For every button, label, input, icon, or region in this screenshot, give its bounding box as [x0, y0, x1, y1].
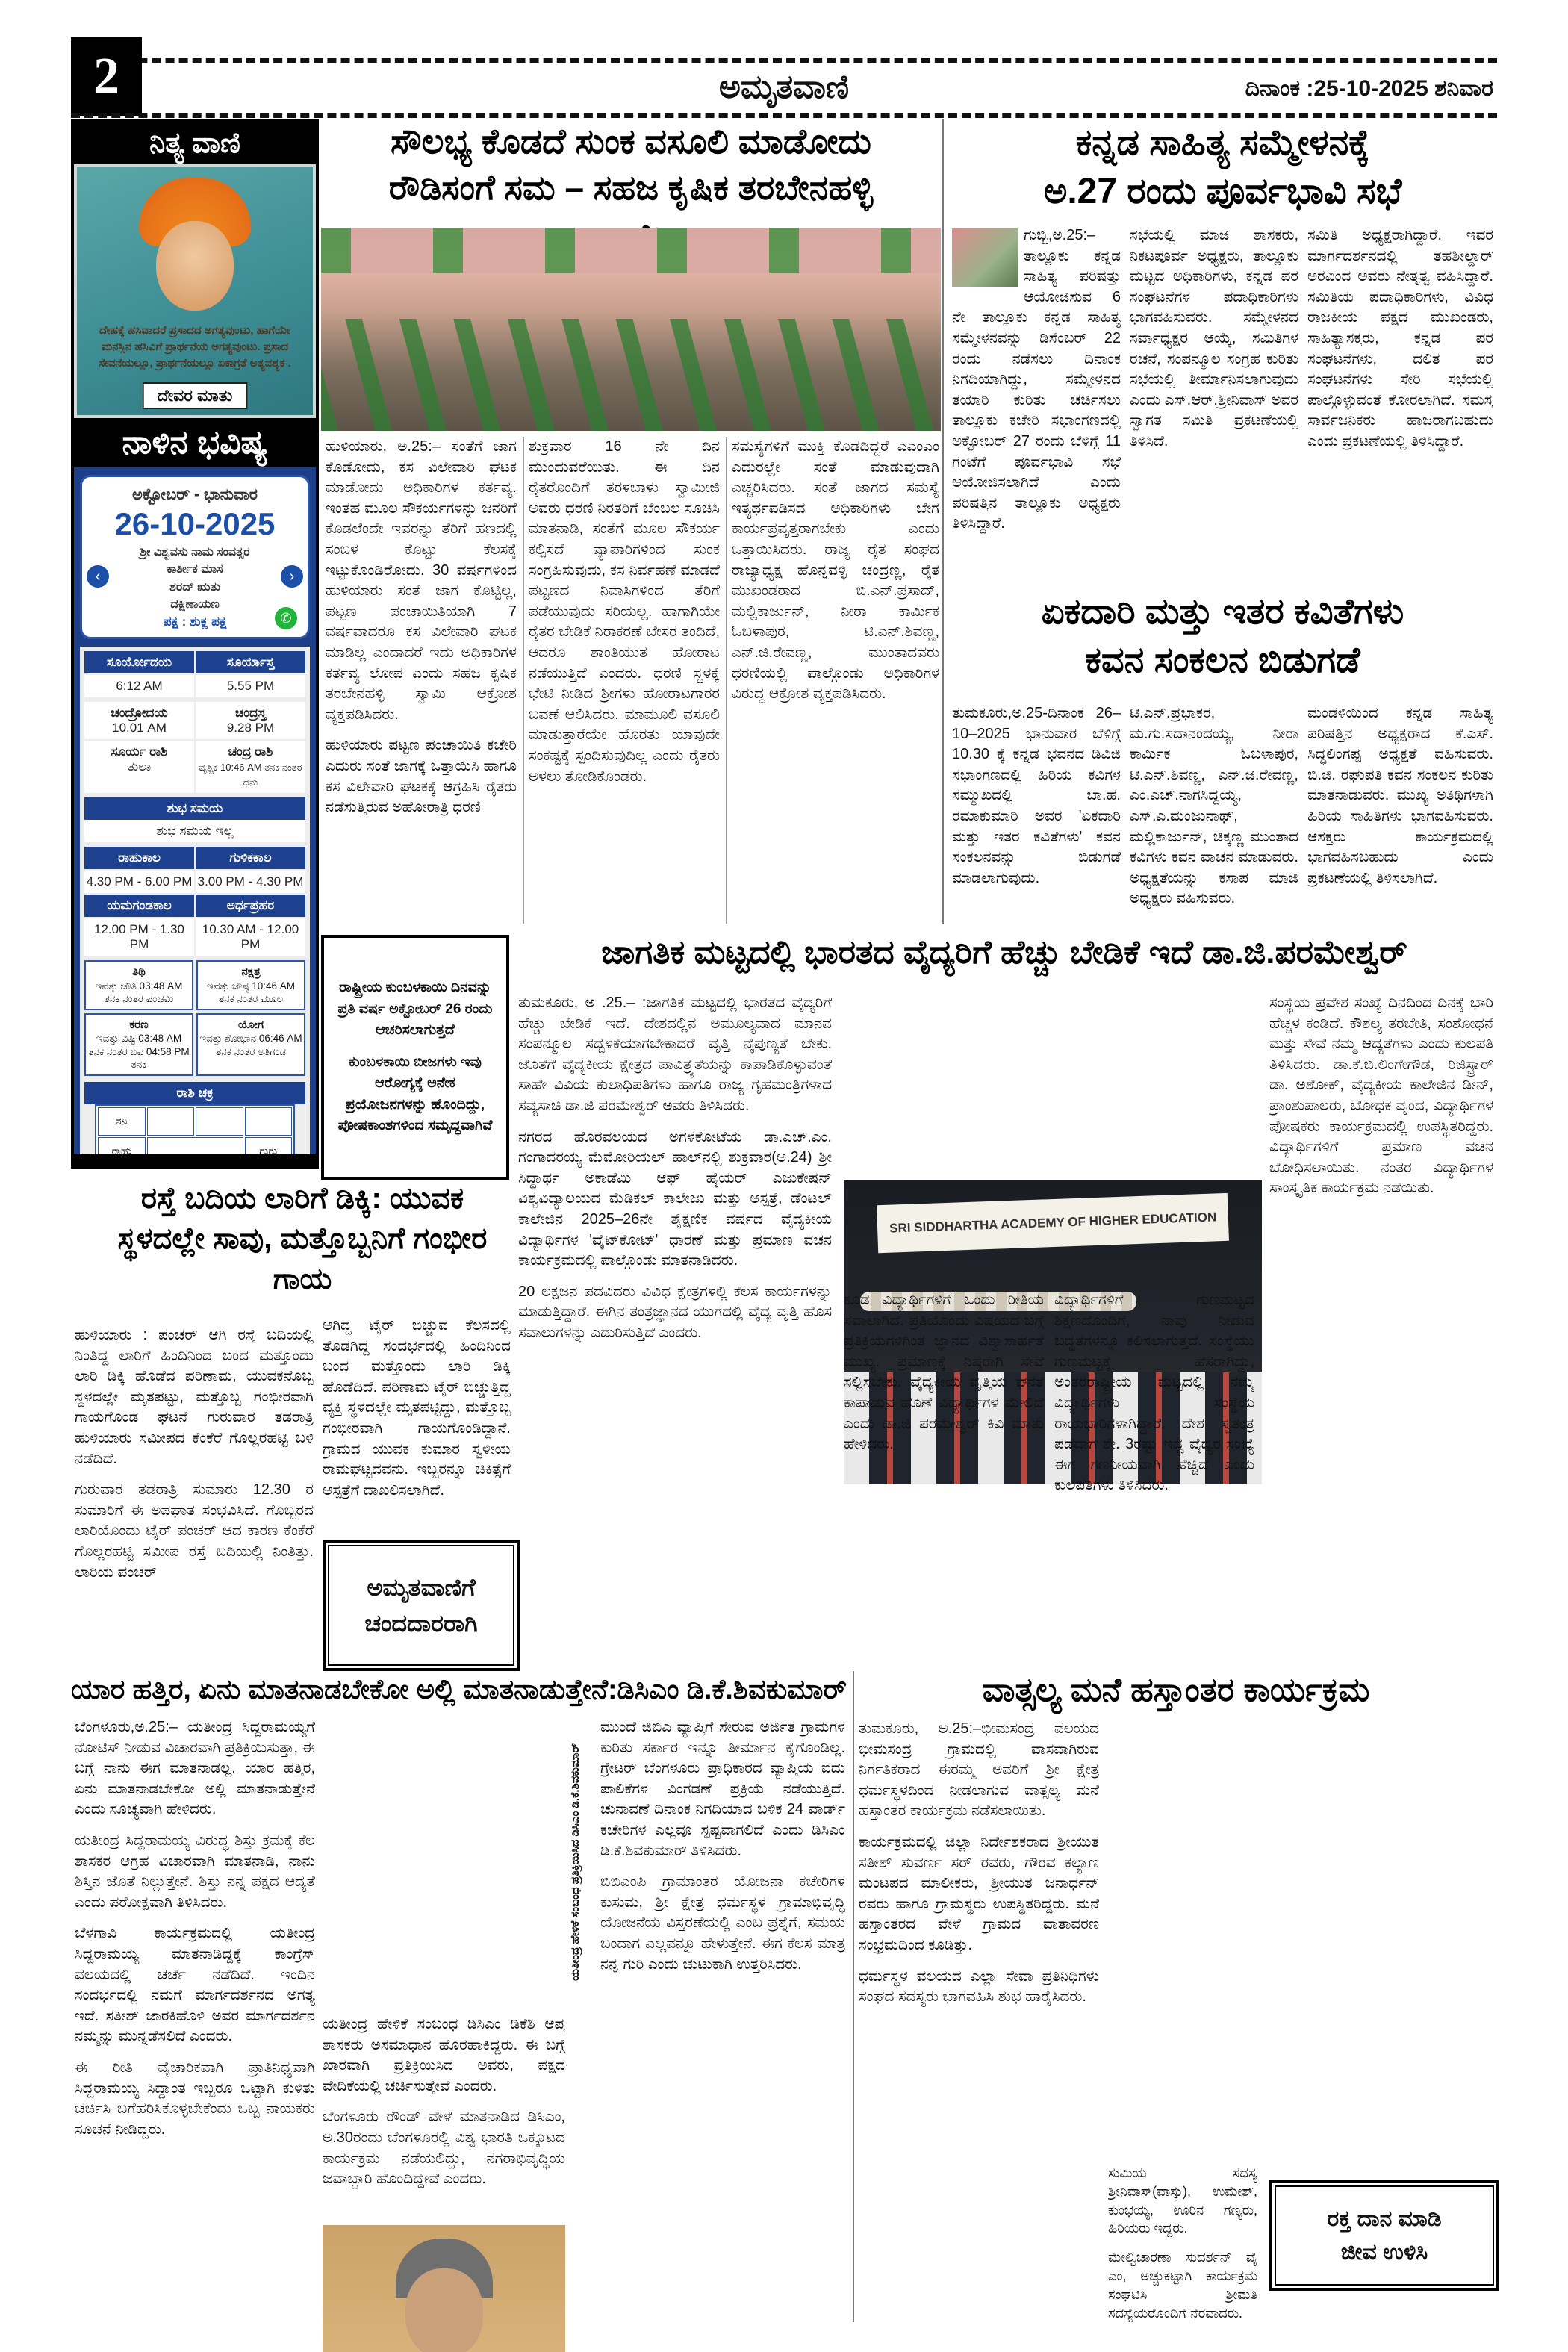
guru-face-icon [156, 221, 234, 311]
a5-col2: ಆಗಿದ್ದ ಟೈರ್ ಬಿಚ್ಚುವ ಕೆಲಸದಲ್ಲಿ ತೊಡಗಿದ್ದ ಸಂದರ್ಭದಲ್ಲಿ ಹಿಂದಿನಿಂದ ಬಂದ ಮತ್ತೊಂದು ಲಾರಿ ಡಿಕ್ಕಿ ಹೊಡೆದಿದೆ. ಪರಿಣಾಮ ಟೈರ್ ಬಿಚ್ಚುತ್ತಿದ್ದ ವ್ಯಕ್ತಿ ಸ್ಥಳದಲ್ಲೇ ಮೃತಪಟ್ಟಿದ್ದು, ಮತ್ತೊಬ್ಬ ಗಂಭೀರವಾಗಿ ಗಾಯಗೊಂಡಿದ್ದಾನೆ. ಗ್ರಾಮದ ಯುವಕ ಕುಮಾರ ಸ್ವಳೀಯ ರಾಮಘಟ್ಟದವನು. ಇಬ್ಬರನ್ನೂ ಚಿಕಿತ್ಸೆಗೆ ಆಸ್ಪತ್ರೆಗೆ ದಾಖಲಿಸಲಾಗಿದೆ. [323, 1317, 511, 1499]
a1-col2: ಶುಕ್ರವಾರ 16 ನೇ ದಿನ ಮುಂದುವರೆಯಿತು. ಈ ದಿನ ರೈತರೊಂದಿಗೆ ತರಳಬಾಳು ಸ್ವಾಮೀಜಿ ಅವರು ಧರಣಿ ನಿರತರಿಗೆ ಬೆಂಬಲ ಸೂಚಿಸಿ ಮಾತನಾಡಿ, ಸಂತೆಗೆ ಮೂಲ ಸೌಕರ್ಯ ಕಲ್ಪಿಸದೆ ವ್ಯಾಪಾರಿಗಳಿಂದ ಸುಂಕ ಸಂಗ್ರಹಿಸುವುದು, ಕಸ ನಿರ್ವಹಣೆ ಮಾಡದೆ ಪಟ್ಟಣದ ನಿವಾಸಿಗಳಿಂದ ತೆರಿಗೆ ಪಡೆಯುವುದು ಸರಿಯಲ್ಲ. ಹಾಗಾಗಿಯೇ ರೈತರ ಬೇಡಿಕೆ ನಿರಾಕರಣೆ ಬೇಸರ ತಂದಿದೆ, ಆದರೂ ಶಾಂತಿಯುತ ಹೋರಾಟ ನಡೆಯುತ್ತಿದೆ ಎಂದರು. ಧರಣಿ ಸ್ಥಳಕ್ಕೆ ಭೇಟಿ ನೀಡಿದ ಶ್ರೀಗಳು ಹೋರಾಟಗಾರರ ಬವಣೆ ಆಲಿಸಿದರು. ಮಾಮೂಲಿ ವಸೂಲಿ ಮಾಡುತ್ತಾರೆಯೇ ಹೊರತು ಯಾವುದೇ ಸಂಕಷ್ಟಕ್ಕೆ ಸ್ಪಂದಿಸುವುದಿಲ್ಲ ಎಂದು ರೈತರು ಅಳಲು ತೋಡಿಕೊಂಡರು. [529, 438, 720, 785]
academy-banner: SRI SIDDHARTHA ACADEMY OF HIGHER EDUCATION [877, 1193, 1229, 1253]
tithi-cell: ತಿಥಿ ಇವತ್ತು ಚೌತಿ 03:48 AM ತನಕ ನಂತರ ಪಂಚಮಿ [84, 960, 193, 1010]
panchanga-panel [74, 467, 316, 1154]
ardhaprahara-value: 10.30 AM - 12.00 PM [196, 918, 305, 956]
sunset-value: 5.55 PM [196, 675, 305, 697]
yamaganda-value: 12.00 PM - 1.30 PM [84, 918, 194, 956]
rashi-chakra-title: ರಾಶಿ ಚಕ್ರ [84, 1082, 305, 1104]
page-number-box [71, 37, 142, 116]
a1-headline: ಸೌಲಭ್ಯ ಕೊಡದೆ ಸುಂಕ ವಸೂಲಿ ಮಾಡೋದು ರೌಡಿಸಂಗೆ ಸಮ – ಸಹಜ ಕೃಷಿಕ ತರಬೇನಹಳ್ಳಿ [388, 122, 874, 208]
bhavishya-title: ನಾಳಿನ ಭವಿಷ್ಯ [122, 424, 268, 461]
chandra-rashi: ಚಂದ್ರ ರಾಶಿ ವೃಶ್ಚಿಕ 10:46 AM ತನಕ ನಂತರ ಧನು [196, 741, 305, 793]
daily-quote: ದೇಹಕ್ಕೆ ಹಸಿವಾದರೆ ಪ್ರಸಾದದ ಅಗತ್ಯವುಂಟು, ಹಾಗೆಯೇ ಮನಸ್ಸಿನ ಹಸಿವಿಗೆ ಪ್ರಾರ್ಥನೆಯ ಅಗತ್ಯವುಂಟು. ಪ್ರಸಾದ ಸೇವನೆಯಲ್ಲೂ, ಪ್ರಾರ್ಥನೆಯಲ್ಲೂ ಏಕಾಗ್ರತೆ ಅತ್ಯವಶ್ಯಕ . [99, 324, 291, 370]
rahukala-value: 4.30 PM - 6.00 PM [84, 871, 194, 893]
next-day-button[interactable]: › [281, 565, 303, 588]
farmers-group-photo [321, 228, 941, 431]
pumpkin-day-box: ರಾಷ್ಟ್ರೀಯ ಕುಂಬಳಕಾಯಿ ದಿನವನ್ನು ಪ್ರತಿ ವರ್ಷ ಅಕ್ಟೋಬರ್ 26 ರಂದು ಆಚರಿಸಲಾಗುತ್ತದೆ ಕುಂಬಳಕಾಯಿ ಬೀಜಗಳು ಇವು ಆರೋಗ್ಯಕ್ಕೆ ಅನೇಕ ಪ್ರಯೋಜನಗಳನ್ನು ಹೊಂದಿದ್ದು, ಪೋಷಕಾಂಶಗಳಿಂದ ಸಮೃದ್ಧವಾಗಿವೆ [321, 935, 509, 1180]
a2-headline: ಕನ್ನಡ ಸಾಹಿತ್ಯ ಸಮ್ಮೇಳನಕ್ಕೆ ಅ.27 ರಂದು ಪೂರ್ವಭಾವಿ ಸಭೆ [1043, 123, 1402, 211]
ayana: ದಕ್ಷಿಣಾಯಣ [170, 597, 220, 611]
a5-headline: ರಸ್ತೆ ಬದಿಯ ಲಾರಿಗೆ ಡಿಕ್ಕಿ: ಯುವಕ ಸ್ಥಳದಲ್ಲೇ ಸಾವು, ಮತ್ತೊಬ್ಬನಿಗೆ ಗಂಭೀರ ಗಾಯ [117, 1182, 488, 1295]
nakshatra-cell: ನಕ್ಷತ್ರ ಇವತ್ತು ಜೇಷ್ಠ 10:46 AM ತನಕ ನಂತರ ಮೂಲ [196, 960, 305, 1010]
yoga-cell: ಯೋಗ ಇವತ್ತು ಶೋಭಾನ 06:46 AM ತನಕ ನಂತರ ಅತಿಗಂಡ [196, 1013, 305, 1076]
gulikakala-header: ಗುಳಿಕಕಾಲ [196, 847, 305, 869]
a6-headline: ಯಾರ ಹತ್ತಿರ, ಏನು ಮಾತನಾಡಬೇಕೋ ಅಲ್ಲಿ ಮಾತನಾಡುತ್ತೇನೆ:ಡಿಸಿಎಂ ಡಿ.ಕೆ.ಶಿವಕುಮಾರ್ [71, 1674, 847, 1705]
shubha-header: ಶುಭ ಸಮಯ [84, 797, 305, 820]
dks-photo-vertical-caption: ಯತೀಂದ್ರ ಹೇಳಿಕೆ ಸಂಬಂಧ ಪ್ರತಿಕ್ರಿಯಿಸಿದ ಡಿಸಿಎಂ ಡಿ.ಕೆ.ಶಿವಕುಮಾರ್ [569, 1743, 582, 1982]
a3-col1: ತುಮಕೂರು,ಅ.25-ದಿನಾಂಕ 26–10–2025 ಭಾನುವಾರ ಬೆಳಿಗ್ಗೆ 10.30 ಕ್ಕೆ ಕನ್ನಡ ಭವನದ ಡಿವಿಜಿ ಸಭಾಂಗಣದಲ್ಲಿ ಹಿರಿಯ ಕವಿಗಳ ಸಮ್ಮುಖದಲ್ಲಿ ಬಾ.ಹ. ರಮಾಕುಮಾರಿ ಅವರ 'ಏಕದಾರಿ ಮತ್ತು ಇತರ ಕವಿತೆಗಳು' ಕವನ ಸಂಕಲನವನ್ನು ಬಿಡುಗಡೆ ಮಾಡಲಾಗುವುದು. [952, 705, 1121, 886]
quote-label: ದೇವರ ಮಾತು [143, 382, 248, 409]
rutu: ಶರದ್ ಋತು [169, 580, 220, 594]
surya-rashi: ಸೂರ್ಯ ರಾಶಿ ತುಲಾ [84, 741, 194, 793]
rashi-chakra-grid [95, 1104, 295, 1154]
calendar-month-day: ಅಕ್ಟೋಬರ್ - ಭಾನುವಾರ [132, 486, 258, 503]
a2-col3: ಸಮಿತಿ ಅಧ್ಯಕ್ಷರಾಗಿದ್ದಾರೆ. ಇವರ ಮಾರ್ಗದರ್ಶನದಲ್ಲಿ ತಹಶೀಲ್ದಾರ್ ಅರವಿಂದ ಅವರು ನೇತೃತ್ವ ವಹಿಸಿದ್ದಾರೆ. ಸಮಿತಿಯ ಪದಾಧಿಕಾರಿಗಳು, ವಿವಿಧ ರಾಜಕೀಯ ಪಕ್ಷದ ಮುಖಂಡರು, ಸಾಹಿತ್ಯಾಸಕ್ತರು, ಕನ್ನಡ ಪರ ಸಂಘಟನೆಗಳು, ದಲಿತ ಪರ ಸಂಘಟನೆಗಳು ಸೇರಿ ಸಭೆಯಲ್ಲಿ ಪಾಲ್ಗೊಳ್ಳುವಂತೆ ಕೋರಲಾಗಿದೆ. ಸಮಸ್ತ ಸಾರ್ವಜನಿಕರು ಹಾಜರಾಗಬಹುದು ಎಂದು ಪ್ರಕಟಣೆಯಲ್ಲಿ ತಿಳಿಸಿದ್ದಾರೆ. [1307, 227, 1493, 449]
moonrise: ಚಂದ್ರೋದಯ 10.01 AM [84, 702, 194, 739]
a3-col2: ಟಿ.ಎನ್.ಪ್ರಭಾಕರ, ಮ.ಗು.ಸದಾನಂದಯ್ಯ, ನೀರಾ ಕಾರ್ಮಿಕ ಓಬಳಾಪುರ, ಟಿ.ಎನ್.ಶಿವಣ್ಣ, ಎನ್.ಜಿ.ರೇವಣ್ಣ, ಎಂ.ಎಚ್.ನಾಗಸಿದ್ದಯ್ಯ, ಎಸ್.ಎ.ಮಂಜುನಾಥ್, ಮಲ್ಲಿಕಾರ್ಜುನ್, ಚಿಕ್ಕಣ್ಣ ಮುಂತಾದ ಕವಿಗಳು ಕವನ ವಾಚನ ಮಾಡುವರು. ಅಧ್ಯಕ್ಷತೆಯನ್ನು ಕಸಾಪ ಮಾಜಿ ಅಧ್ಯಕ್ಷರು ವಹಿಸುವರು. [1130, 705, 1298, 907]
page-number: 2 [93, 48, 119, 105]
green-flags-icon [321, 228, 941, 273]
panchanga-sidebar [71, 119, 319, 1169]
tithi-grid [84, 960, 305, 1076]
calendar-card [80, 475, 310, 639]
a3-headline: ಏಕದಾರಿ ಮತ್ತು ಇತರ ಕವಿತೆಗಳು ಕವನ ಸಂಕಲನ ಬಿಡುಗಡೆ [1041, 592, 1404, 680]
masthead: ಅಮೃತವಾಣಿ [718, 69, 850, 105]
a7-headline: ವಾತ್ಸಲ್ಯ ಮನೆ ಹಸ್ತಾಂತರ ಕಾರ್ಯಕ್ರಮ [982, 1672, 1370, 1708]
paksha: ಪಕ್ಷ : ಶುಕ್ಲ ಪಕ್ಷ [163, 615, 227, 629]
blood-donation-box: ರಕ್ತ ದಾನ ಮಾಡಿ ಜೀವ ಉಳಿಸಿ [1269, 2180, 1499, 2291]
a4-headline: ಜಾಗತಿಕ ಮಟ್ಟದಲ್ಲಿ ಭಾರತದ ವೈದ್ಯರಿಗೆ ಹೆಚ್ಚು ಬೇಡಿಕೆ ಇದೆ ಡಾ.ಜಿ.ಪರಮೇಶ್ವರ್ [601, 934, 1407, 971]
green-sashes-icon [321, 319, 941, 431]
a2-col1: ಗುಬ್ಬಿ,ಅ.25:– ತಾಲ್ಲೂಕು ಕನ್ನಡ ಸಾಹಿತ್ಯ ಪರಿಷತ್ತು ಆಯೋಜಿಸುವ 6 ನೇ ತಾಲ್ಲೂಕು ಕನ್ನಡ ಸಾಹಿತ್ಯ ಸಮ್ಮೇಳನವನ್ನು ಡಿಸೆಂಬರ್ 22 ರಂದು ನಡೆಸಲು ದಿನಾಂಕ ನಿಗದಿಯಾಗಿದ್ದು, ಸಮ್ಮೇಳನದ ತಯಾರಿ ಕುರಿತು ಚರ್ಚಿಸಲು ತಾಲ್ಲೂಕು ಕಚೇರಿ ಸಭಾಂಗಣದಲ್ಲಿ ಅಕ್ಟೋಬರ್ 27 ರಂದು ಬೆಳಿಗ್ಗೆ 11 ಗಂಟೆಗೆ ಪೂರ್ವಭಾವಿ ಸಭೆ ಆಯೋಜಿಸಲಾಗಿದೆ ಎಂದು ಪರಿಷತ್ತಿನ ತಾಲ್ಲೂಕು ಅಧ್ಯಕ್ಷರು ತಿಳಿಸಿದ್ದಾರೆ. [952, 227, 1121, 532]
sunrise-header: ಸೂರ್ಯೋದಯ [84, 651, 194, 673]
a7-col1: ತುಮಕೂರು, ಅ.25:–ಭೀಮಸಂದ್ರ ವಲಯದ ಭೀಮಸಂದ್ರ ಗ್ರಾಮದಲ್ಲಿ ವಾಸವಾಗಿರುವ ನಿರ್ಗತಿಕರಾದ ಈರಮ್ಮ ಅವರಿಗೆ ಶ್ರೀ ಕ್ಷೇತ್ರ ಧರ್ಮಸ್ಥಳದಿಂದ ನೀಡಲಾಗುವ ವಾತ್ಸಲ್ಯ ಮನೆ ಹಸ್ತಾಂತರ ಕಾರ್ಯಕ್ರಮ ನಡೆಸಲಾಯಿತು. ಕಾರ್ಯಕ್ರಮದಲ್ಲಿ ಜಿಲ್ಲಾ ನಿರ್ದೇಶಕರಾದ ಶ್ರೀಯುತ ಸತೀಶ್ ಸುವರ್ಣ ಸರ್ ರವರು, ಗೌರವ ಕಲ್ಯಾಣ ಮಂಟಪದ ಮಾಲೀಕರು, ಶ್ರೀಯುತ ಜನಾರ್ಧನ್ ರವರು ಹಾಗೂ ಗ್ರಾಮಸ್ಥರು ಉಪಸ್ಥಿತರಿದ್ದರು. ಮನೆ ಹಸ್ತಾಂತರದ ವೇಳೆ ಗ್ರಾಮದ ವಾತಾವರಣ ಸಂಭ್ರಮದಿಂದ ಕೂಡಿತ್ತು. ಧರ್ಮಸ್ಥಳ ವಲಯದ ಎಲ್ಲಾ ಸೇವಾ ಪ್ರತಿನಿಧಿಗಳು ಸಂಘದ ಸದಸ್ಯರು ಭಾಗವಹಿಸಿ ಶುಭ ಹಾರೈಸಿದರು. [859, 1720, 1099, 2006]
whatsapp-icon[interactable]: ✆ [275, 607, 297, 629]
header-dash-top [71, 58, 1497, 63]
a2-col2: ಸಭೆಯಲ್ಲಿ ಮಾಜಿ ಶಾಸಕರು, ನಿಕಟಪೂರ್ವ ಅಧ್ಯಕ್ಷರು, ತಾಲ್ಲೂಕು ಮಟ್ಟದ ಅಧಿಕಾರಿಗಳು, ಕನ್ನಡ ಪರ ಸಂಘಟನೆಗಳ ಪದಾಧಿಕಾರಿಗಳು ಭಾಗವಹಿಸುವರು. ಸಮ್ಮೇಳನದ ಸರ್ವಾಧ್ಯಕ್ಷರ ಆಯ್ಕೆ, ಸಮಿತಿಗಳ ರಚನೆ, ಸಂಪನ್ಮೂಲ ಸಂಗ್ರಹ ಕುರಿತು ಸಭೆಯಲ್ಲಿ ತೀರ್ಮಾನಿಸಲಾಗುವುದು ಎಂದು ಎಸ್.ಆರ್.ಶ್ರೀನಿವಾಸ್ ಅವರ ಸ್ವಾಗತ ಸಮಿತಿ ಪ್ರಕಟಣೆಯಲ್ಲಿ ತಿಳಿಸಿದೆ. [1130, 227, 1298, 449]
rahukala-header: ರಾಹುಕಾಲ [84, 847, 194, 869]
calendar-date: 26-10-2025 [114, 506, 276, 542]
nitya-vani-title: ನಿತ್ಯ ವಾಣಿ [149, 128, 240, 159]
column-rule [523, 437, 524, 924]
shubha-value: ಶುಭ ಸಮಯ ಇಲ್ಲ [84, 820, 305, 842]
prev-day-button[interactable]: ‹ [87, 565, 109, 588]
sunrise-value: 6:12 AM [84, 675, 194, 697]
a1-col3: ಸಮಸ್ಯೆಗಳಿಗೆ ಮುಕ್ತಿ ಕೊಡದಿದ್ದರೆ ಎಎಂಎಂ ಎದುರಲ್ಲೇ ಸಂತೆ ಮಾಡುವುದಾಗಿ ಎಚ್ಚರಿಸಿದರು. ಸಂತೆ ಜಾಗದ ಸಮಸ್ಯೆ ಇತ್ಯರ್ಥಪಡಿಸದ ಅಧಿಕಾರಿಗಳು ಬೇಗ ಕಾರ್ಯಪ್ರವೃತ್ತರಾಗಬೇಕು ಎಂದು ಒತ್ತಾಯಿಸಿದರು. ರಾಜ್ಯ ರೈತ ಸಂಘದ ರಾಜ್ಯಾಧ್ಯಕ್ಷ ಹೊನ್ನವಳ್ಳಿ ಚಂದ್ರಣ್ಣ, ರೈತ ಮುಖಂಡರಾದ ಬಿ.ಎನ್.ಪ್ರಸಾದ್, ಮಲ್ಲಿಕಾರ್ಜುನ್, ನೀರಾ ಕಾರ್ಮಿಕ ಓಬಳಾಪುರ, ಟಿ.ಎನ್.ಶಿವಣ್ಣ, ಎನ್.ಜಿ.ರೇವಣ್ಣ, ಮುಂತಾದವರು ಧರಣಿಯಲ್ಲಿ ಪಾಲ್ಗೊಂಡು ಅಧಿಕಾರಿಗಳ ವಿರುದ್ಧ ಆಕ್ರೋಶ ವ್ಯಕ್ತಪಡಿಸಿದರು. [732, 438, 939, 703]
chakra-rahu: ರಾಹು [98, 1137, 146, 1154]
column-rule [726, 437, 727, 924]
a4-col4: ಸಂಸ್ಥೆಯ ಪ್ರವೇಶ ಸಂಖ್ಯೆ ದಿನದಿಂದ ದಿನಕ್ಕೆ ಭಾರಿ ಹೆಚ್ಚಳ ಕಂಡಿದೆ. ಕೌಶಲ್ಯ ತರಬೇತಿ, ಸಂಶೋಧನೆ ಮತ್ತು ಸೇವೆ ನಮ್ಮ ಆದ್ಯತೆಗಳು ಎಂದು ಕುಲಪತಿ ತಿಳಿಸಿದರು. ಡಾ.ಕೆ.ಬಿ.ಲಿಂಗೇಗೌಡ, ರಿಜಿಸ್ಟ್ರಾರ್ ಡಾ. ಅಶೋಕ್, ವೈದ್ಯಕೀಯ ಕಾಲೇಜಿನ ಡೀನ್, ಪ್ರಾಂಶುಪಾಲರು, ಬೋಧಕ ವೃಂದ, ವಿದ್ಯಾರ್ಥಿಗಳ ಪೋಷಕರು ಕಾರ್ಯಕ್ರಮದಲ್ಲಿ ಉಪಸ್ಥಿತರಿದ್ದರು. ವಿದ್ಯಾರ್ಥಿಗಳಿಗೆ ಪ್ರಮಾಣ ವಚನ ಬೋಧಿಸಲಾಯಿತು. ನಂತರ ವಿದ್ಯಾರ್ಥಿಗಳ ಸಾಂಸ್ಕೃತಿಕ ಕಾರ್ಯಕ್ರಮ ನಡೆಯಿತು. [1269, 995, 1493, 1197]
masa: ಕಾರ್ತೀಕ ಮಾಸ [167, 563, 223, 576]
samvatsara: ಶ್ರೀ ವಿಶ್ವವಸು ನಾಮ ಸಂವತ್ಸರ [140, 546, 250, 559]
a6-col1: ಬೆಂಗಳೂರು,ಅ.25:– ಯತೀಂದ್ರ ಸಿದ್ದರಾಮಯ್ಯಗೆ ನೋಟಿಸ್ ನೀಡುವ ವಿಚಾರವಾಗಿ ಪ್ರತಿಕ್ರಿಯಿಸುತ್ತಾ, ಈ ಬಗ್ಗೆ ನಾನು ಈಗ ಮಾತನಾಡಲ್ಲ. ಯಾರ ಹತ್ತಿರ, ಏನು ಮಾತನಾಡಬೇಕೋ ಅಲ್ಲಿ ಮಾತನಾಡುತ್ತೇನೆ ಎಂದು ಸೂಚ್ಯವಾಗಿ ಹೇಳಿದರು. ಯತೀಂದ್ರ ಸಿದ್ದರಾಮಯ್ಯ ವಿರುದ್ಧ ಶಿಸ್ತು ಕ್ರಮಕ್ಕೆ ಕೆಲ ಶಾಸಕರ ಆಗ್ರಹ ವಿಚಾರವಾಗಿ ಮಾತನಾಡಿ, ನಾನು ಶಿಸ್ತಿನ ಜೊತೆ ನಿಲ್ಲುತ್ತೇನೆ. ಶಿಸ್ತು ನನ್ನ ಪಕ್ಷದ ಆದ್ಯತೆ ಎಂದು ಪರೋಕ್ಷವಾಗಿ ತಿಳಿಸಿದರು. ಬೆಳಗಾವಿ ಕಾರ್ಯಕ್ರಮದಲ್ಲಿ ಯತೀಂದ್ರ ಸಿದ್ದರಾಮಯ್ಯ ಮಾತನಾಡಿದ್ದಕ್ಕೆ ಕಾಂಗ್ರೆಸ್ ವಲಯದಲ್ಲಿ ಚರ್ಚೆ ನಡೆದಿದೆ. ಇಂದಿನ ಸಂದರ್ಭದಲ್ಲಿ ನಮಗೆ ಮಾರ್ಗದರ್ಶನದ ಅಗತ್ಯ ಇದೆ. ಸತೀಶ್ ಜಾರಕಿಹೊಳಿ ಅವರ ಮಾರ್ಗದರ್ಶನ ನಮ್ಮನ್ನು ಮುನ್ನಡೆಸಲಿದೆ ಎಂದರು. ಈ ರೀತಿ ವೈಚಾರಿಕವಾಗಿ ಪ್ರಾತಿನಿಧ್ಯವಾಗಿ ಸಿದ್ದರಾಮಯ್ಯ ಸಿದ್ದಾಂತ ಇಬ್ಬರೂ ಒಟ್ಟಾಗಿ ಕುಳಿತು ಚರ್ಚಿಸಿ ಬಗೆಹರಿಸಿಕೊಳ್ಳಬೇಕೆಂದು ಒಬ್ಬ ನಾಯಕರು ಸೂಚನೆ ನೀಡಿದ್ದರು. [75, 1719, 315, 2138]
ardhaprahara-header: ಅರ್ಧಪ್ರಹರ [196, 895, 305, 917]
edition-date: ದಿನಾಂಕ :25-10-2025 ಶನಿವಾರ [1245, 76, 1493, 101]
a4-col1: ತುಮಕೂರು, ಅ .25.– :ಜಾಗತಿಕ ಮಟ್ಟದಲ್ಲಿ ಭಾರತದ ವೈದ್ಯರಿಗೆ ಹೆಚ್ಚು ಬೇಡಿಕೆ ಇದೆ. ದೇಶದಲ್ಲಿನ ಅಮೂಲ್ಯವಾದ ಮಾನವ ಸಂಪನ್ಮೂಲ ಸದ್ಬಳಕೆಯಾಗಬೇಕಾದರೆ ವೃತ್ತಿ ನೈಪುಣ್ಯತೆ ಬೇಕು. ಜೊತೆಗೆ ವೈದ್ಯಕೀಯ ಕ್ಷೇತ್ರದ ಪಾವಿತ್ರ್ಯತೆಯನ್ನು ಕಾಪಾಡಿಕೊಳ್ಳುವಂತೆ ಸಾಹೇ ವಿವಿಯ ಕುಲಾಧಿಪತಿಗಳು ಹಾಗೂ ರಾಜ್ಯ ಗೃಹಮಂತ್ರಿಗಳಾದ ಸವ್ಯಸಾಚಿ ಡಾ.ಜಿ ಪರಮೇಶ್ವರ್ ಅವರು ತಿಳಿಸಿದರು. ನಗರದ ಹೊರವಲಯದ ಅಗಳಕೋಟೆಯ ಡಾ.ಎಚ್.ಎಂ. ಗಂಗಾದರಯ್ಯ ಮೆಮೋರಿಯಲ್ ಹಾಲ್‌ನಲ್ಲಿ ಶುಕ್ರವಾರ(ಅ.24) ಶ್ರೀ ಸಿದ್ಧಾರ್ಥ ಅಕಾಡೆಮಿ ಆಫ್ ಹೈಯರ್ ಎಜುಕೇಷನ್ ವಿಶ್ವವಿದ್ಯಾಲಯದ ಮೆಡಿಕಲ್ ಕಾಲೇಜು ಮತ್ತು ಆಸ್ಪತ್ರೆ, ಡೆಂಟಲ್ ಕಾಲೇಜಿನ 2025–26ನೇ ಶೈಕ್ಷಣಿಕ ವರ್ಷದ ವೈದ್ಯಕೀಯ ವಿದ್ಯಾರ್ಥಿಗಳ 'ವೈಟ್‌ಕೋಟ್' ಧಾರಣೆ ಮತ್ತು ಪ್ರಮಾಣ ವಚನ ಕಾರ್ಯಕ್ರಮದಲ್ಲಿ ಪಾಲ್ಗೊಂಡು ಮಾತನಾಡಿದರು. 20 ಲಕ್ಷಜನ ಪದವಿದರು ವಿವಿಧ ಕ್ಷೇತ್ರಗಳಲ್ಲಿ ಕೆಲಸ ಕಾರ್ಯಗಳನ್ನು ಮಾಡುತ್ತಿದ್ದಾರೆ. ಈಗಿನ ತಂತ್ರಜ್ಞಾನದ ಯುಗದಲ್ಲಿ ವೈದ್ಯ ವೃತ್ತಿ ಹೊಸ ಸವಾಲುಗಳನ್ನು ಎದುರಿಸುತ್ತಿದೆ ಎಂದರು. [518, 995, 832, 1341]
a6-col2: ಯತೀಂದ್ರ ಹೇಳಿಕೆ ಸಂಬಂಧ ಡಿಸಿಎಂ ಡಿಕೆಶಿ ಆಪ್ತ ಶಾಸಕರು ಅಸಮಾಧಾನ ಹೊರಹಾಕಿದ್ದರು. ಈ ಬಗ್ಗೆ ಖಾರವಾಗಿ ಪ್ರತಿಕ್ರಿಯಿಸಿದ ಅವರು, ಪಕ್ಷದ ವೇದಿಕೆಯಲ್ಲಿ ಚರ್ಚಿಸುತ್ತೇವೆ ಎಂದರು. ಬೆಂಗಳೂರು ರೌಂಡ್ ವೇಳೆ ಮಾತನಾಡಿದ ಡಿಸಿಎಂ, ಅ.30ರಂದು ಬೆಂಗಳೂರಲ್ಲಿ ವಿಶ್ವ ಭಾರತಿ ಒಕ್ಕೂಟದ ಕಾರ್ಯಕ್ರಮ ನಡೆಯಲಿದ್ದು, ನಗರಾಭಿವೃದ್ಧಿಯ ಜವಾಬ್ದಾರಿ ಹೊಂದಿದ್ದೇವೆ ಎಂದರು. [323, 2016, 565, 2188]
a4-col3: ವಿದ್ಯಾರ್ಥಿಗಳಿಗೆ ಗುಣಮಟ್ಟದ ಶಿಕ್ಷಣದೊಂದಿಗೆ, ನಾವು ನೀಡುವ ಬದ್ಧತೆಗಳನ್ನೂ ಕಲಿಸಲಾಗುತ್ತದೆ. ಸಂಸ್ಥೆಯು ಗುಣಮಟ್ಟಕ್ಕೆ ಹೆಸರಾಗಿದ್ದು, ಅಂತರರಾಷ್ಟ್ರೀಯ ಮಟ್ಟದಲ್ಲಿ ನಮ್ಮ ವಿದ್ಯಾರ್ಥಿಗಳು ಸಂಸ್ಥೆಯ ರಾಯಭಾರಿಗಳಾಗಿದ್ದಾರೆ. ದೇಶ ಸ್ವತಂತ್ರ ಪಡೆದಾಗ ಶೇ. 3ರಷ್ಟು ಇದ್ದ ವೈದ್ಯರ ಸಂಖ್ಯೆ ಈಗ ಗಣನೀಯವಾಗಿ ಹೆಚ್ಚಿದೆ ಎಂದು ಕುಲಪತಿಗಳು ತಿಳಿಸಿದರು. [1054, 1292, 1254, 1494]
a5-col1: ಹುಳಿಯಾರು : ಪಂಚರ್ ಆಗಿ ರಸ್ತೆ ಬದಿಯಲ್ಲಿ ನಿಂತಿದ್ದ ಲಾರಿಗೆ ಹಿಂದಿನಿಂದ ಬಂದ ಮತ್ತೊಂದು ಲಾರಿ ಡಿಕ್ಕಿ ಹೊಡೆದ ಪರಿಣಾಮ, ಯುವಕನೊಬ್ಬ ಸ್ಥಳದಲ್ಲೇ ಮೃತಪಟ್ಟು, ಮತ್ತೊಬ್ಬ ಗಂಭೀರವಾಗಿ ಗಾಯಗೊಂಡ ಘಟನೆ ಗುರುವಾರ ತಡರಾತ್ರಿ ಹುಳಿಯಾರು ಸಮೀಪದ ಕೆಂಕೆರೆ ಗೊಲ್ಲರಹಟ್ಟಿ ಬಳಿ ನಡೆದಿದೆ. ಗುರುವಾರ ತಡರಾತ್ರಿ ಸುಮಾರು 12.30 ರ ಸುಮಾರಿಗೆ ಈ ಅಪಘಾತ ಸಂಭವಿಸಿದೆ. ಗೊಬ್ಬರದ ಲಾರಿಯೊಂದು ಟೈರ್ ಪಂಚರ್ ಆದ ಕಾರಣ ಕೆಂಕೆರೆ ಗೊಲ್ಲರಹಟ್ಟಿ ಸಮೀಪ ರಸ್ತೆ ಬದಿಯಲ್ಲಿ ನಿಂತಿತ್ತು. ಲಾರಿಯ ಪಂಚರ್ [75, 1327, 314, 1581]
a3-col3: ಮಂಡಳಿಯಿಂದ ಕನ್ನಡ ಸಾಹಿತ್ಯ ಪರಿಷತ್ತಿನ ಅಧ್ಯಕ್ಷರಾದ ಕೆ.ಎಸ್. ಸಿದ್ಧಲಿಂಗಪ್ಪ ಅಧ್ಯಕ್ಷತೆ ವಹಿಸುವರು. ಬಿ.ಜಿ. ರಘುಪತಿ ಕವನ ಸಂಕಲನ ಕುರಿತು ಮಾತನಾಡುವರು. ಮುಖ್ಯ ಅತಿಥಿಗಳಾಗಿ ಹಿರಿಯ ಸಾಹಿತಿಗಳು ಭಾಗವಹಿಸುವರು. ಆಸಕ್ತರು ಕಾರ್ಯಕ್ರಮದಲ್ಲಿ ಭಾಗವಹಿಸಬಹುದು ಎಂದು ಪ್ರಕಟಣೆಯಲ್ಲಿ ತಿಳಿಸಲಾಗಿದೆ. [1307, 705, 1493, 886]
a4-col2: ಕೂಡ ವಿದ್ಯಾರ್ಥಿಗಳಿಗೆ ಒಂದು ರೀತಿಯ ಸವಾಲಾಗಿದೆ. ಪ್ರತಿಯೊಂದು ವಿಷಯದ ಬಗ್ಗೆ ಪ್ರತಿಕ್ರಿಯೆಗಳಿಗಿಂತ ಜ್ಞಾನದ ವಿಶ್ವಾಸಾರ್ಹತೆ ಮುಖ್ಯ. ಪ್ರಮಾಣಕ್ಕೆ ನಿಷ್ಠರಾಗಿ ಸೇವೆ ಸಲ್ಲಿಸಬೇಕು. ವೈದ್ಯಕೀಯ ವೃತ್ತಿಯ ಘನತೆ ಕಾಪಾಡುವ ಹೊಣೆ ವಿದ್ಯಾರ್ಥಿಗಳ ಮೇಲಿದೆ ಎಂದು ಡಾ.ಜಿ ಪರಮೇಶ್ವರ್ ಕಿವಿ ಮಾತು ಹೇಳಿದರು. [844, 1292, 1044, 1453]
yamaganda-header: ಯಮಗಂಡಕಾಲ [84, 895, 194, 917]
chakra-guru: ಗುರು [245, 1137, 293, 1154]
moonset: ಚಂದ್ರಸ್ತ 9.28 PM [196, 702, 305, 739]
a1-col1: ಹುಳಿಯಾರು, ಅ.25:– ಸಂತೆಗೆ ಜಾಗ ಕೊಡೋದು, ಕಸ ವಿಲೇವಾರಿ ಘಟಕ ಮಾಡೋದು ಅಧಿಕಾರಿಗಳ ಕರ್ತವ್ಯ. ಇಂತಹ ಮೂಲ ಸೌಕರ್ಯಗಳನ್ನು ಜನರಿಗೆ ಕೊಡಲೆಂದೇ ಇವರನ್ನು ತೆರಿಗೆ ಹಣದಲ್ಲಿ ಸಂಬಳ ಕೊಟ್ಟು ಕೆಲಸಕ್ಕೆ ಇಟ್ಟುಕೊಂಡಿರೋದು. 30 ವರ್ಷಗಳಿಂದ ಹುಳಿಯಾರು ಸಂತೆ ಜಾಗ ಕೊಟ್ಟಿಲ್ಲ, ಪಟ್ಟಣ ಪಂಚಾಯಿತಿಯಾಗಿ 7 ವರ್ಷವಾದರೂ ಕಸ ವಿಲೇವಾರಿ ಘಟಕ ಮಾಡಿಲ್ಲ ಎಂದಾದರೆ ಇದು ಅಧಿಕಾರಿಗಳ ಕರ್ತವ್ಯ ಲೋಪ ಎಂದು ಸಹಜ ಕೃಷಿಕ ತರಬೇನಹಳ್ಳಿ ಸ್ವಾಮಿ ಆಕ್ರೋಶ ವ್ಯಕ್ತಪಡಿಸಿದರು. ಹುಳಿಯಾರು ಪಟ್ಟಣ ಪಂಚಾಯಿತಿ ಕಚೇರಿ ಎದುರು ಸಂತೆ ಜಾಗಕ್ಕೆ ಒತ್ತಾಯಿಸಿ ಹಾಗೂ ಕಸ ವಿಲೇವಾರಿ ಘಟಕಕ್ಕೆ ಆಗ್ರಹಿಸಿ ರೈತರು ನಡೆಸುತ್ತಿರುವ ಅಹೋರಾತ್ರಿ ಧರಣಿ [326, 438, 517, 816]
a7-col2: ಸುಮಿಯ ಸದಸ್ಯ ಶ್ರೀನಿವಾಸ್(ವಾಸ್ಕು), ಉಮೇಶ್, ಕುಂಭಯ್ಯ, ಊರಿನ ಗಣ್ಯರು, ಹಿರಿಯರು ಇದ್ದರು. ಮೇಲ್ವಿಚಾರಣಾ ಸುದರ್ಶನ್ ವೈ ಎಂ, ಅಚ್ಚುಕಟ್ಟಾಗಿ ಕಾರ್ಯಕ್ರಮ ಸಂಘಟಿಸಿ ಶ್ರೀಮತಿ ಸದಸ್ಯೆಯರೊಂದಿಗೆ ನೆರವಾದರು. [1108, 2165, 1257, 2321]
chakra-date [147, 1137, 243, 1154]
sunset-header: ಸೂರ್ಯಾಸ್ತ [196, 651, 305, 673]
a6-col3: ಮುಂದೆ ಜಿಬಿಎ ವ್ಯಾಪ್ತಿಗೆ ಸೇರುವ ಅರ್ಜಿತ ಗ್ರಾಮಗಳ ಕುರಿತು ಸರ್ಕಾರ ಇನ್ನೂ ತೀರ್ಮಾನ ಕೈಗೊಂಡಿಲ್ಲ. ಗ್ರೇಟರ್ ಬೆಂಗಳೂರು ಪ್ರಾಧಿಕಾರದ ವ್ಯಾಪ್ತಿಯ ಐದು ಪಾಲಿಕೆಗಳ ವಿಂಗಡಣೆ ಪ್ರಕ್ರಿಯೆ ನಡೆಯುತ್ತಿದೆ. ಚುನಾವಣೆ ದಿನಾಂಕ ನಿಗದಿಯಾದ ಬಳಿಕ 24 ವಾರ್ಡ್ ಕಚೇರಿಗಳ ಎಲ್ಲವೂ ಸ್ಪಷ್ಟವಾಗಲಿದೆ ಎಂದು ಡಿಸಿಎಂ ಡಿ.ಕೆ.ಶಿವಕುಮಾರ್ ತಿಳಿಸಿದರು. ಬಿಬಿಎಂಪಿ ಗ್ರಾಮಾಂತರ ಯೋಜನಾ ಕಚೇರಿಗಳ ಕುಸುಮ, ಶ್ರೀ ಕ್ಷೇತ್ರ ಧರ್ಮಸ್ಥಳ ಗ್ರಾಮಾಭಿವೃದ್ಧಿ ಯೋಜನೆಯ ವಿಸ್ತರಣೆಯಲ್ಲಿ ಎಂಬ ಪ್ರಶ್ನೆಗೆ, ಸಮಯ ಬಂದಾಗ ಎಲ್ಲವನ್ನೂ ಹೇಳುತ್ತೇನೆ. ಈಗ ಕೆಲಸ ಮಾತ್ರ ನನ್ನ ಗುರಿ ಎಂದು ಚುಟುಕಾಗಿ ಉತ್ತರಿಸಿದರು. [600, 1719, 845, 1973]
gulikakala-value: 3.00 PM - 4.30 PM [196, 871, 305, 893]
panchanga-tables [80, 647, 310, 1154]
a2-small-photo [952, 228, 1018, 287]
section-rule [853, 1671, 854, 2322]
chakra-shani: ಶನಿ [98, 1107, 146, 1136]
guru-photo [74, 164, 316, 418]
karana-cell: ಕರಣ ಇವತ್ತು ವಿಷ್ಟಿ 03:48 AM ತನಕ ನಂತರ ಬವ 04:58 PM ತನಕ [84, 1013, 193, 1076]
subscribe-box[interactable]: ಅಮೃತವಾಣಿಗೆ ಚಂದದಾರರಾಗಿ [323, 1540, 520, 1671]
section-rule [942, 119, 944, 924]
